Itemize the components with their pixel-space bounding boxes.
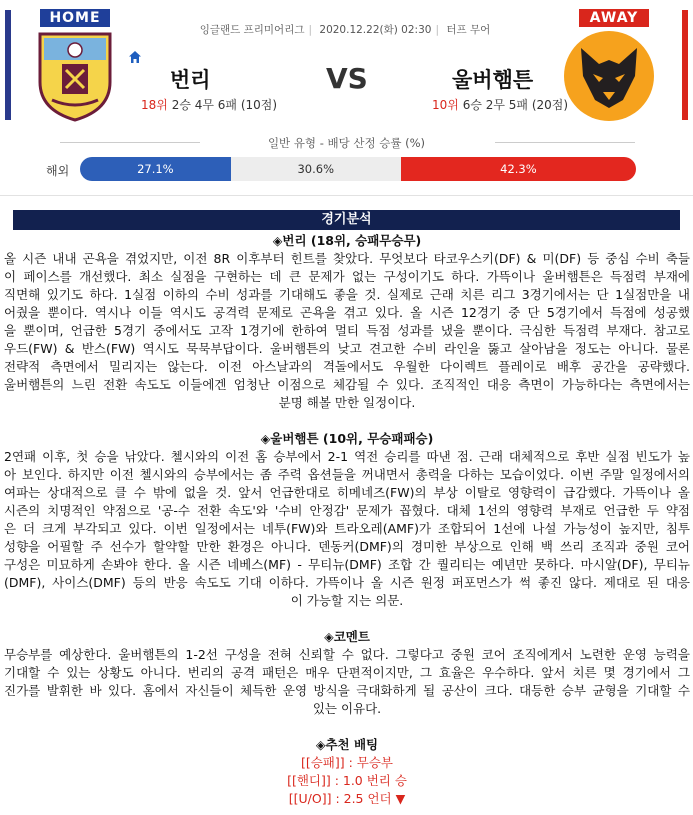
probability-title: 일반 유형 - 배당 산정 승률 (%): [267, 136, 426, 150]
comment-text: [4, 646, 690, 718]
text-line: 이 가능할 지는 의문.: [290, 593, 404, 608]
away-team-name: 울버햄튼: [452, 68, 534, 92]
text-line: 을 뿐이며, 언급한 5경기 중에서도 고작 1경기에 한하여 멀티 득점 성과를 냈을 뿐이다. 극심한 득점력 부재다. 참고로: [4, 323, 690, 338]
match-meta: 잉글랜드 프리미어리그 | 2020.12.22(화) 02:30 | 터프 무어: [199, 24, 491, 36]
text-line: 있는 이유다.: [312, 701, 382, 716]
away-analysis-title: ◈울버햄튼 (10위, 무승패패승): [260, 431, 434, 446]
home-analysis-text: [4, 250, 690, 412]
analysis-content: [4, 232, 690, 808]
text-line: 울버햄튼의 느린 전환 속도도 이들에겐 엄청난 이점으로 체감될 수 있다. 조직적인 대응 측면이 가능하다는 측면에서는: [4, 377, 690, 392]
text-line: 여파는 상대적으로 클 수 밖에 없을 것. 앞서 언급한대로 히메네즈(FW)의 부상 이탈로 영향력이 급감했다. 가뜩이나 올: [4, 485, 690, 500]
text-line: 전략적 측면에서 밀리지는 않는다. 이전 아스날과의 격돌에서도 우월한 다이렉트 플레이로 배후 공간을 공략했다.: [4, 359, 690, 374]
text-line: 분명 해볼 만한 일정이다.: [278, 395, 416, 410]
loss-segment: 42.3%: [401, 157, 636, 181]
recommendation-title: ◈추천 배팅: [315, 737, 379, 752]
away-badge: AWAY: [579, 9, 649, 27]
text-line: 어줬을 뿐이다. 역시나 이들 역시도 공격력 문제로 곤욕을 겪고 있다. 올 시즌 12경기 중 단 5경기에서 득점에 성공했: [4, 305, 690, 320]
vs-label: VS: [326, 62, 368, 95]
home-record: [141, 96, 277, 113]
section-divider: [0, 195, 693, 196]
home-team-name: 번리: [170, 68, 211, 92]
match-datetime: 2020.12.22(화) 02:30: [319, 24, 432, 36]
home-record-text: 2승 4무 6패 (10점): [171, 98, 278, 112]
home-badge: HOME: [40, 9, 110, 27]
text-line: 성향을 어필할 주 선수가 할약할 만한 환경은 아니다. 덴동커(DMF)의 경미한 부상으로 인해 백 쓰리 조직과 중원 코어: [4, 539, 690, 554]
text-line: 구성은 미묘하게 손봐야 한다. 올 시즌 네베스(MF) - 무티뉴(DMF) 조합 간 퀄리티는 예년만 못하다. 마시알(DF), 무티뉴: [4, 557, 690, 572]
comment-title: ◈코멘트: [324, 629, 370, 644]
away-analysis-text: [4, 448, 690, 610]
analysis-header: 경기분석: [13, 210, 680, 230]
away-record: [432, 96, 568, 113]
text-line: 이 페이스를 개선했다. 최소 실점을 구현하는 데 큰 문제가 없는 구성이기도 하다. 가뜩이나 울버햄튼은 득점력 부재에: [4, 269, 690, 284]
probability-bar: [80, 157, 636, 181]
burnley-crest-icon: [36, 30, 114, 122]
away-record-text: 6승 2무 5패 (20점): [462, 98, 569, 112]
wolves-crest-icon: [563, 30, 655, 122]
text-line: 우드(FW) & 반스(FW) 역시도 묵묵부답이다. 울버햄튼의 낮고 견고한 수비 라인을 뚫고 살아남을 정도는 아니다. 물론: [4, 341, 690, 356]
recommendation-result: [[승패]] : 무승부: [300, 755, 394, 770]
text-line: 무승부를 예상한다. 울버햄튼의 1-2선 구성을 전혀 신뢰할 수 없다. 그렇다고 중원 코어 조직에게서 노련한 운영 능력을: [4, 647, 690, 662]
text-line: 은 더 크게 부각되고 있다. 이번 일정에서는 네투(FW)와 트라오레(AMF)가 조합되어 1선에 나설 가능성이 높지만, 침투: [4, 521, 690, 536]
league-name: 잉글랜드 프리미어리그: [199, 24, 305, 36]
text-line: 직면해 있기도 하다. 1실점 이하의 수비 성과를 기대해도 좋을 것. 실제로 근래 치른 리그 3경기에서는 단 1실점만을 내: [4, 287, 690, 302]
home-icon[interactable]: [128, 50, 142, 64]
home-side-bar: [5, 10, 11, 120]
text-line: 올 시즌 내내 곤욕을 겪었지만, 이전 8R 이후부터 힌트를 찾았다. 무엇보다 타코우스키(DF) & 미(DF) 등 중심 수비 축들: [4, 251, 690, 266]
away-rank: 10위: [432, 98, 459, 112]
away-side-bar: [682, 10, 688, 120]
home-analysis-title: ◈번리 (18위, 승패무승무): [272, 233, 422, 248]
text-line: 기대할 수 있는 상황도 아니다. 번리의 공격 패턴은 매우 단편적이지만, 그 효율은 우수하다. 앞서 치른 몇 경기에서 그: [4, 665, 690, 680]
text-line: 진가를 발휘한 바 있다. 홈에서 자신들이 체득한 운영 방식을 극대화하게 될 공산이 크다. 대등한 승부 균형을 기대할 수: [4, 683, 690, 698]
draw-segment: 30.6%: [231, 157, 401, 181]
text-line: 아 보인다. 하지만 이전 첼시와의 승부에서는 좀 주력 옵션들을 꺼내면서 총력을 다하는 모습이었다. 이번 주말 일정에서의: [4, 467, 690, 482]
venue: 터프 무어: [446, 24, 491, 36]
win-segment: 27.1%: [80, 157, 231, 181]
home-rank: 18위: [141, 98, 168, 112]
recommendation-under-over: [[U/O]] : 2.5 언더 ▼: [288, 791, 406, 806]
text-line: 시즌의 치명적인 약점으로 '공-수 전환 속도'와 '수비 안정감' 문제가 꼽혔다. 대체 1선의 영향력 부재로 언급한 두 약점: [4, 503, 690, 518]
recommendation-handicap: [[핸디]] : 1.0 번리 승: [287, 773, 407, 788]
probability-row-label: 해외: [46, 164, 70, 178]
text-line: (DMF), 사이스(DMF) 등의 반응 속도도 기대 이하다. 가뜩이나 올 시즌 원정 퍼포먼스가 썩 좋진 않다. 제대로 된 대응: [4, 575, 690, 590]
text-line: 2연패 이후, 첫 승을 낚았다. 첼시와의 이전 홈 승부에서 2-1 역전 승리를 따낸 점. 근래 대체적으로 후반 실점 빈도가 높: [4, 449, 690, 464]
